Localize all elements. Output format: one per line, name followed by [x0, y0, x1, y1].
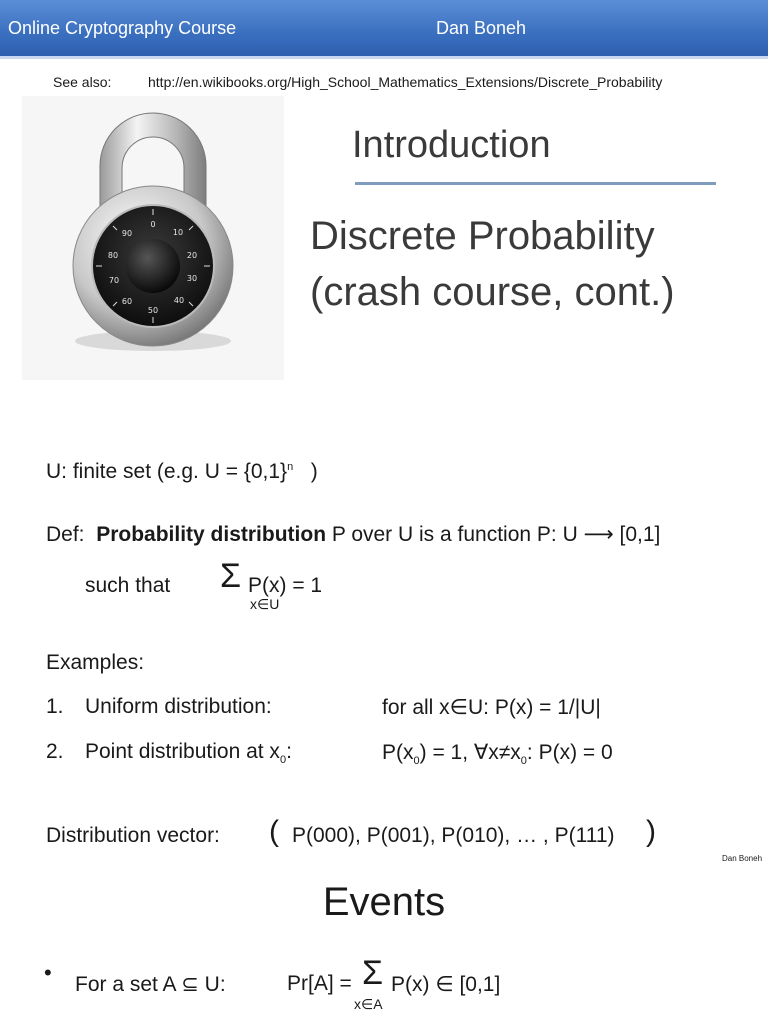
- close-paren: ): [646, 815, 656, 848]
- event-sum-index: x∈A: [354, 996, 383, 1012]
- subscript: 0: [413, 755, 420, 768]
- open-paren: (: [269, 815, 279, 848]
- vector-label: Distribution vector:: [46, 824, 220, 847]
- header-bar: [0, 0, 768, 56]
- formula-part: P(x: [382, 741, 414, 764]
- subscript: 0: [520, 755, 527, 768]
- svg-text:80: 80: [107, 251, 119, 260]
- see-also-label: See also:: [53, 74, 112, 90]
- universe-close: ): [310, 460, 318, 483]
- example-2-name-text: Point distribution at x: [85, 740, 280, 763]
- example-2-number: 2.: [46, 740, 64, 763]
- event-set-text: For a set A ⊆ U:: [75, 973, 226, 996]
- svg-text:70: 70: [108, 276, 120, 285]
- example-1-formula: for all x∈U: P(x) = 1/|U|: [382, 696, 601, 719]
- svg-text:20: 20: [186, 251, 198, 260]
- examples-heading: Examples:: [46, 651, 145, 674]
- example-1-name: Uniform distribution:: [85, 695, 272, 718]
- svg-text:0: 0: [150, 220, 156, 229]
- def-term: Probability distribution: [96, 523, 327, 546]
- see-also-link[interactable]: http://en.wikibooks.org/High_School_Mathematics_Extensions/Discrete_Probability: [148, 74, 663, 90]
- event-sum-symbol: Σ: [362, 954, 384, 992]
- example-2-name: [85, 740, 292, 766]
- svg-text:30: 30: [186, 274, 198, 283]
- footer-author: Dan Boneh: [722, 854, 763, 863]
- section-heading: Introduction: [352, 124, 551, 166]
- slide-title-line-2: (crash course, cont.): [310, 270, 675, 314]
- events-heading: Events: [322, 880, 446, 924]
- event-pr-label: Pr[A] =: [287, 972, 352, 995]
- def-text: P over U is a function P: U ⟶ [0,1]: [326, 523, 661, 546]
- universe-line: [46, 460, 318, 484]
- svg-text:10: 10: [172, 228, 184, 237]
- author-name: Dan Boneh: [436, 18, 527, 38]
- slide-title: [310, 208, 675, 320]
- svg-text:60: 60: [121, 297, 133, 306]
- slide-title-line-1: Discrete Probability: [310, 214, 655, 258]
- formula-part: : P(x) = 0: [526, 741, 613, 764]
- padlock-icon: [22, 96, 284, 380]
- event-rhs: P(x) ∈ [0,1]: [391, 973, 501, 996]
- such-that-label: such that: [85, 574, 171, 597]
- example-2-formula: [382, 740, 613, 767]
- exponent: n: [287, 461, 294, 473]
- universe-text: U: finite set (e.g. U = {0,1}: [46, 460, 288, 483]
- svg-text:40: 40: [173, 296, 185, 305]
- formula-part: ) = 1, ∀x≠x: [419, 741, 521, 764]
- colon: :: [286, 740, 292, 763]
- sum-index: x∈U: [250, 596, 280, 612]
- def-label: Def:: [46, 523, 85, 546]
- heading-rule: [355, 182, 716, 185]
- svg-text:50: 50: [147, 306, 159, 315]
- course-title: Online Cryptography Course: [8, 18, 237, 38]
- bullet-icon: •: [44, 960, 52, 985]
- sum-symbol: Σ: [220, 557, 242, 595]
- sum-expression: P(x) = 1: [248, 574, 323, 597]
- subscript: 0: [279, 754, 287, 767]
- example-1-number: 1.: [46, 695, 64, 718]
- vector-content: P(000), P(001), P(010), … , P(111): [292, 824, 615, 847]
- definition-line: [46, 522, 660, 547]
- svg-text:90: 90: [121, 229, 133, 238]
